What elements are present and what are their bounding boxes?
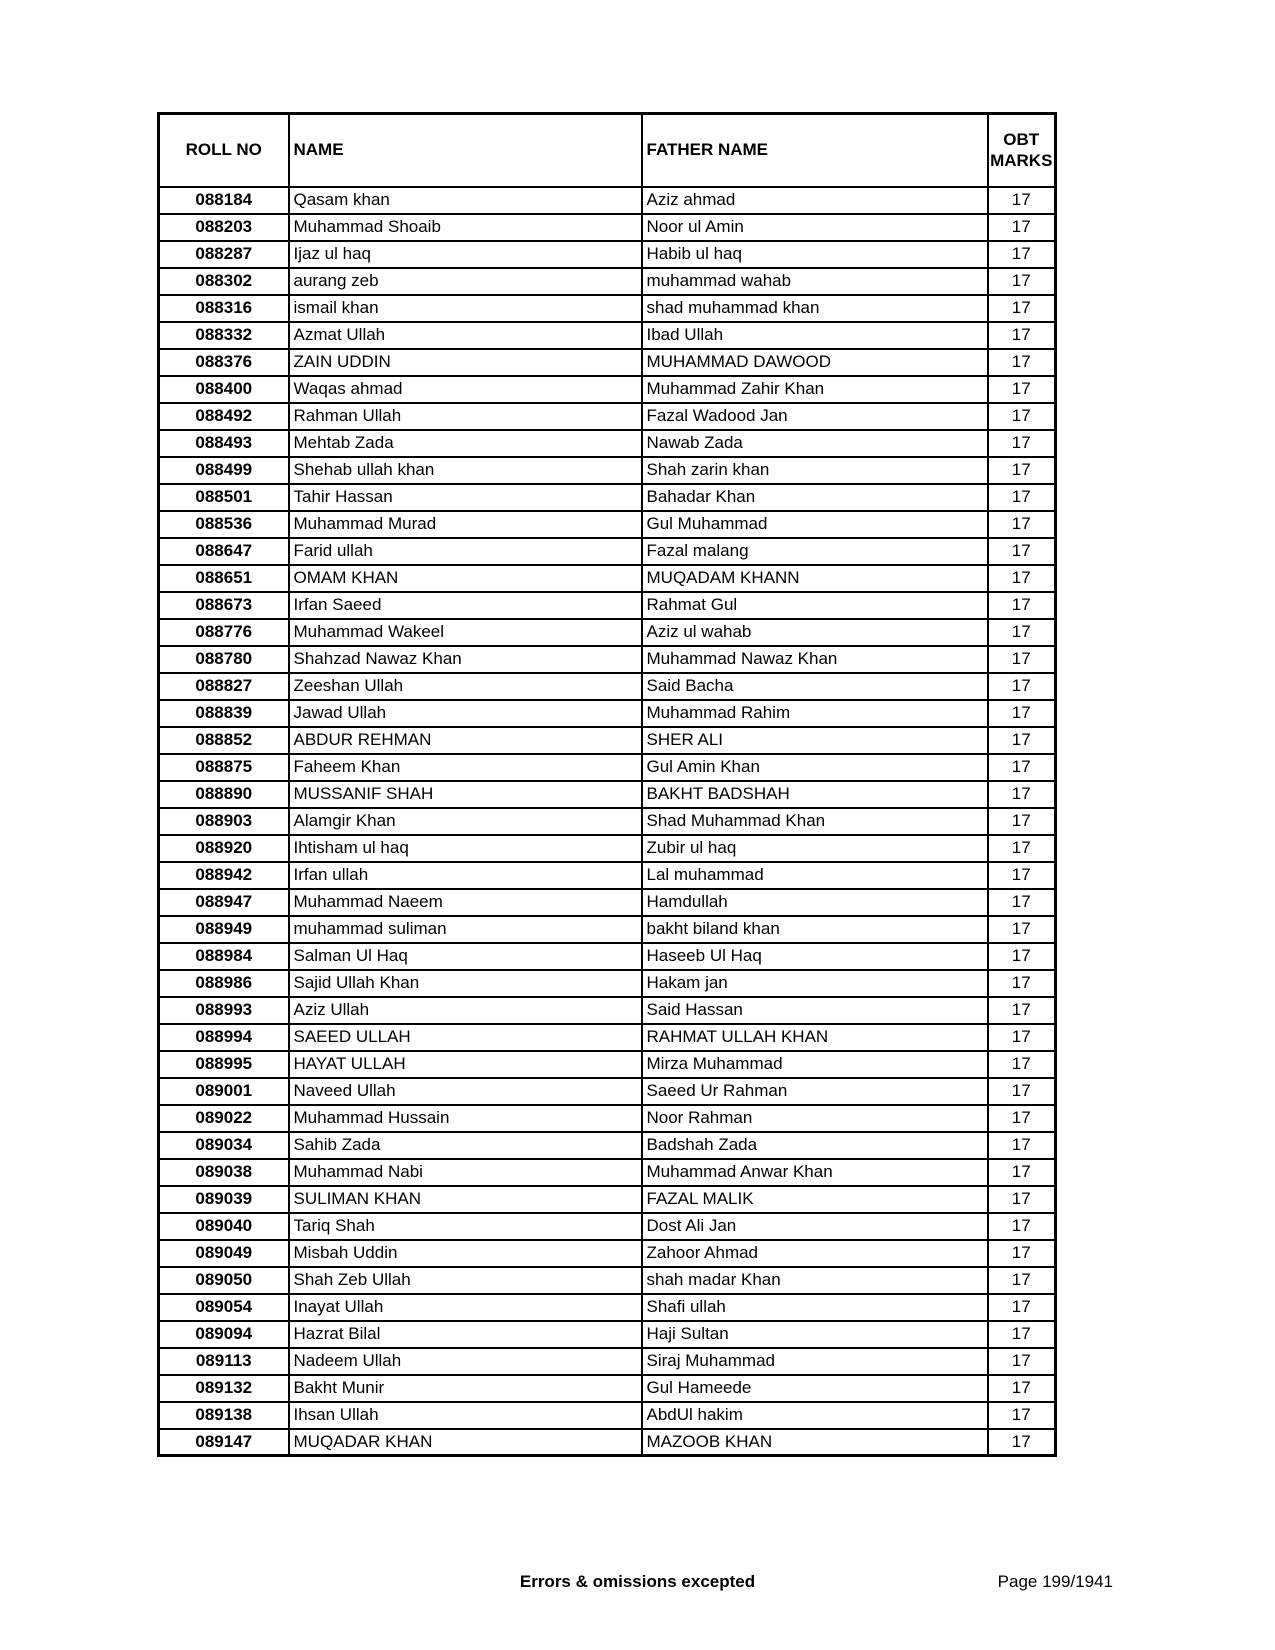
name-cell: Nadeem Ullah xyxy=(289,1348,642,1375)
roll-no-cell: 088780 xyxy=(159,646,289,673)
obt-marks-cell: 17 xyxy=(988,592,1056,619)
obt-marks-cell: 17 xyxy=(988,511,1056,538)
father-name-cell: Said Hassan xyxy=(642,997,988,1024)
roll-no-cell: 088776 xyxy=(159,619,289,646)
table-row xyxy=(159,592,1056,619)
name-cell: ZAIN UDDIN xyxy=(289,349,642,376)
col-header-name: NAME xyxy=(289,114,642,187)
father-name-cell: MAZOOB KHAN xyxy=(642,1429,988,1456)
obt-marks-cell: 17 xyxy=(988,1132,1056,1159)
father-name-cell: Habib ul haq xyxy=(642,241,988,268)
father-name-cell: Badshah Zada xyxy=(642,1132,988,1159)
roll-no-cell: 088839 xyxy=(159,700,289,727)
table-row xyxy=(159,1240,1056,1267)
father-name-cell: shad muhammad khan xyxy=(642,295,988,322)
father-name-cell: Shah zarin khan xyxy=(642,457,988,484)
father-name-cell: Hamdullah xyxy=(642,889,988,916)
name-cell: Mehtab Zada xyxy=(289,430,642,457)
col-header-roll-no: ROLL NO xyxy=(159,114,289,187)
obt-marks-cell: 17 xyxy=(988,1240,1056,1267)
table-row xyxy=(159,1051,1056,1078)
name-cell: Ijaz ul haq xyxy=(289,241,642,268)
father-name-cell: muhammad wahab xyxy=(642,268,988,295)
father-name-cell: Fazal Wadood Jan xyxy=(642,403,988,430)
father-name-cell: Noor Rahman xyxy=(642,1105,988,1132)
obt-marks-cell: 17 xyxy=(988,754,1056,781)
obt-marks-cell: 17 xyxy=(988,457,1056,484)
roll-no-cell: 088499 xyxy=(159,457,289,484)
obt-marks-cell: 17 xyxy=(988,322,1056,349)
table-row xyxy=(159,187,1056,214)
roll-no-cell: 089050 xyxy=(159,1267,289,1294)
father-name-cell: Muhammad Anwar Khan xyxy=(642,1159,988,1186)
page-footer xyxy=(0,1572,1275,1596)
father-name-cell: SHER ALI xyxy=(642,727,988,754)
father-name-cell: Siraj Muhammad xyxy=(642,1348,988,1375)
table-row xyxy=(159,943,1056,970)
obt-marks-cell: 17 xyxy=(988,1186,1056,1213)
father-name-cell: Muhammad Nawaz Khan xyxy=(642,646,988,673)
roll-no-cell: 088903 xyxy=(159,808,289,835)
obt-marks-cell: 17 xyxy=(988,1213,1056,1240)
name-cell: HAYAT ULLAH xyxy=(289,1051,642,1078)
roll-no-cell: 089094 xyxy=(159,1321,289,1348)
table-row xyxy=(159,1132,1056,1159)
obt-marks-cell: 17 xyxy=(988,295,1056,322)
roll-no-cell: 088376 xyxy=(159,349,289,376)
father-name-cell: Shad Muhammad Khan xyxy=(642,808,988,835)
table-row xyxy=(159,349,1056,376)
roll-no-cell: 089049 xyxy=(159,1240,289,1267)
obt-marks-cell: 17 xyxy=(988,943,1056,970)
name-cell: Sahib Zada xyxy=(289,1132,642,1159)
obt-marks-cell: 17 xyxy=(988,187,1056,214)
obt-marks-cell: 17 xyxy=(988,1051,1056,1078)
roll-no-cell: 088536 xyxy=(159,511,289,538)
table-row xyxy=(159,430,1056,457)
roll-no-cell: 089054 xyxy=(159,1294,289,1321)
table-row xyxy=(159,916,1056,943)
obt-marks-cell: 17 xyxy=(988,997,1056,1024)
table-row xyxy=(159,1159,1056,1186)
roll-no-cell: 089113 xyxy=(159,1348,289,1375)
table-row xyxy=(159,1024,1056,1051)
obt-marks-cell: 17 xyxy=(988,403,1056,430)
name-cell: Irfan ullah xyxy=(289,862,642,889)
roll-no-cell: 088400 xyxy=(159,376,289,403)
roll-no-cell: 089147 xyxy=(159,1429,289,1456)
name-cell: Muhammad Wakeel xyxy=(289,619,642,646)
name-cell: Muhammad Naeem xyxy=(289,889,642,916)
father-name-cell: Aziz ul wahab xyxy=(642,619,988,646)
obt-marks-cell: 17 xyxy=(988,1105,1056,1132)
obt-marks-cell: 17 xyxy=(988,970,1056,997)
father-name-cell: MUQADAM KHANN xyxy=(642,565,988,592)
name-cell: Ihtisham ul haq xyxy=(289,835,642,862)
obt-marks-cell: 17 xyxy=(988,781,1056,808)
table-row xyxy=(159,889,1056,916)
roll-no-cell: 088942 xyxy=(159,862,289,889)
obt-marks-cell: 17 xyxy=(988,1402,1056,1429)
father-name-cell: Ibad Ullah xyxy=(642,322,988,349)
obt-marks-cell: 17 xyxy=(988,538,1056,565)
obt-marks-cell: 17 xyxy=(988,376,1056,403)
roll-no-cell: 088184 xyxy=(159,187,289,214)
obt-marks-cell: 17 xyxy=(988,1375,1056,1402)
father-name-cell: Noor ul Amin xyxy=(642,214,988,241)
name-cell: Shah Zeb Ullah xyxy=(289,1267,642,1294)
footer-note: Errors & omissions excepted xyxy=(519,1572,756,1591)
name-cell: Rahman Ullah xyxy=(289,403,642,430)
father-name-cell: Gul Hameede xyxy=(642,1375,988,1402)
table-row xyxy=(159,673,1056,700)
name-cell: Muhammad Nabi xyxy=(289,1159,642,1186)
name-cell: Farid ullah xyxy=(289,538,642,565)
roll-no-cell: 088827 xyxy=(159,673,289,700)
table-row xyxy=(159,1267,1056,1294)
father-name-cell: Fazal malang xyxy=(642,538,988,565)
roll-no-cell: 089022 xyxy=(159,1105,289,1132)
table-row xyxy=(159,1105,1056,1132)
name-cell: SULIMAN KHAN xyxy=(289,1186,642,1213)
name-cell: Faheem Khan xyxy=(289,754,642,781)
table-row xyxy=(159,457,1056,484)
table-row xyxy=(159,997,1056,1024)
name-cell: Misbah Uddin xyxy=(289,1240,642,1267)
obt-marks-cell: 17 xyxy=(988,1159,1056,1186)
name-cell: Muhammad Shoaib xyxy=(289,214,642,241)
name-cell: ABDUR REHMAN xyxy=(289,727,642,754)
roll-no-cell: 088995 xyxy=(159,1051,289,1078)
obt-marks-cell: 17 xyxy=(988,565,1056,592)
obt-marks-cell: 17 xyxy=(988,673,1056,700)
roll-no-cell: 088492 xyxy=(159,403,289,430)
father-name-cell: Muhammad Rahim xyxy=(642,700,988,727)
father-name-cell: Bahadar Khan xyxy=(642,484,988,511)
roll-no-cell: 088651 xyxy=(159,565,289,592)
roll-no-cell: 088493 xyxy=(159,430,289,457)
name-cell: Ihsan Ullah xyxy=(289,1402,642,1429)
obt-marks-cell: 17 xyxy=(988,214,1056,241)
roll-no-cell: 089138 xyxy=(159,1402,289,1429)
name-cell: Waqas ahmad xyxy=(289,376,642,403)
table-row xyxy=(159,619,1056,646)
roll-no-cell: 089040 xyxy=(159,1213,289,1240)
father-name-cell: Haseeb Ul Haq xyxy=(642,943,988,970)
name-cell: OMAM KHAN xyxy=(289,565,642,592)
father-name-cell: Hakam jan xyxy=(642,970,988,997)
name-cell: Jawad Ullah xyxy=(289,700,642,727)
name-cell: Tahir Hassan xyxy=(289,484,642,511)
roll-no-cell: 088302 xyxy=(159,268,289,295)
obt-marks-cell: 17 xyxy=(988,1078,1056,1105)
obt-marks-cell: 17 xyxy=(988,1294,1056,1321)
name-cell: Naveed Ullah xyxy=(289,1078,642,1105)
roll-no-cell: 089038 xyxy=(159,1159,289,1186)
obt-marks-cell: 17 xyxy=(988,835,1056,862)
name-cell: aurang zeb xyxy=(289,268,642,295)
obt-marks-cell: 17 xyxy=(988,1321,1056,1348)
table-row xyxy=(159,268,1056,295)
obt-marks-cell: 17 xyxy=(988,1024,1056,1051)
roll-no-cell: 088993 xyxy=(159,997,289,1024)
results-table-body xyxy=(159,187,1056,1456)
roll-no-cell: 088203 xyxy=(159,214,289,241)
roll-no-cell: 088287 xyxy=(159,241,289,268)
obt-marks-cell: 17 xyxy=(988,619,1056,646)
father-name-cell: Muhammad Zahir Khan xyxy=(642,376,988,403)
name-cell: muhammad suliman xyxy=(289,916,642,943)
name-cell: Inayat Ullah xyxy=(289,1294,642,1321)
name-cell: Shahzad Nawaz Khan xyxy=(289,646,642,673)
roll-no-cell: 088947 xyxy=(159,889,289,916)
table-row xyxy=(159,538,1056,565)
father-name-cell: Shafi ullah xyxy=(642,1294,988,1321)
name-cell: SAEED ULLAH xyxy=(289,1024,642,1051)
table-row xyxy=(159,700,1056,727)
table-row xyxy=(159,970,1056,997)
obt-marks-cell: 17 xyxy=(988,1429,1056,1456)
table-row xyxy=(159,646,1056,673)
name-cell: Muhammad Murad xyxy=(289,511,642,538)
father-name-cell: Rahmat Gul xyxy=(642,592,988,619)
table-header-row xyxy=(159,114,1056,187)
father-name-cell: Haji Sultan xyxy=(642,1321,988,1348)
obt-marks-cell: 17 xyxy=(988,808,1056,835)
table-row xyxy=(159,1294,1056,1321)
obt-marks-cell: 17 xyxy=(988,646,1056,673)
father-name-cell: FAZAL MALIK xyxy=(642,1186,988,1213)
father-name-cell: RAHMAT ULLAH KHAN xyxy=(642,1024,988,1051)
father-name-cell: MUHAMMAD DAWOOD xyxy=(642,349,988,376)
roll-no-cell: 088875 xyxy=(159,754,289,781)
col-header-father-name: FATHER NAME xyxy=(642,114,988,187)
table-row xyxy=(159,1186,1056,1213)
name-cell: Bakht Munir xyxy=(289,1375,642,1402)
roll-no-cell: 088986 xyxy=(159,970,289,997)
father-name-cell: Said Bacha xyxy=(642,673,988,700)
obt-marks-cell: 17 xyxy=(988,349,1056,376)
name-cell: Salman Ul Haq xyxy=(289,943,642,970)
table-row xyxy=(159,1321,1056,1348)
table-row xyxy=(159,727,1056,754)
obt-marks-cell: 17 xyxy=(988,862,1056,889)
page-number: Page 199/1941 xyxy=(997,1572,1113,1591)
table-row xyxy=(159,241,1056,268)
roll-no-cell: 089001 xyxy=(159,1078,289,1105)
name-cell: Hazrat Bilal xyxy=(289,1321,642,1348)
table-row xyxy=(159,484,1056,511)
roll-no-cell: 089132 xyxy=(159,1375,289,1402)
roll-no-cell: 088920 xyxy=(159,835,289,862)
table-row xyxy=(159,565,1056,592)
name-cell: Irfan Saeed xyxy=(289,592,642,619)
table-row xyxy=(159,1402,1056,1429)
father-name-cell: Mirza Muhammad xyxy=(642,1051,988,1078)
table-row xyxy=(159,1213,1056,1240)
father-name-cell: shah madar Khan xyxy=(642,1267,988,1294)
obt-marks-cell: 17 xyxy=(988,241,1056,268)
col-header-obt-marks: OBT MARKS xyxy=(988,114,1056,187)
table-row xyxy=(159,862,1056,889)
name-cell: Qasam khan xyxy=(289,187,642,214)
obt-marks-cell: 17 xyxy=(988,727,1056,754)
father-name-cell: Gul Amin Khan xyxy=(642,754,988,781)
obt-marks-cell: 17 xyxy=(988,700,1056,727)
obt-marks-cell: 17 xyxy=(988,1348,1056,1375)
roll-no-cell: 088949 xyxy=(159,916,289,943)
roll-no-cell: 088890 xyxy=(159,781,289,808)
table-row xyxy=(159,322,1056,349)
name-cell: Aziz Ullah xyxy=(289,997,642,1024)
name-cell: ismail khan xyxy=(289,295,642,322)
table-row xyxy=(159,835,1056,862)
table-row xyxy=(159,808,1056,835)
table-row xyxy=(159,1078,1056,1105)
father-name-cell: BAKHT BADSHAH xyxy=(642,781,988,808)
father-name-cell: Saeed Ur Rahman xyxy=(642,1078,988,1105)
roll-no-cell: 089034 xyxy=(159,1132,289,1159)
name-cell: Azmat Ullah xyxy=(289,322,642,349)
father-name-cell: Gul Muhammad xyxy=(642,511,988,538)
father-name-cell: Aziz ahmad xyxy=(642,187,988,214)
name-cell: Muhammad Hussain xyxy=(289,1105,642,1132)
name-cell: Alamgir Khan xyxy=(289,808,642,835)
table-row xyxy=(159,781,1056,808)
father-name-cell: Lal muhammad xyxy=(642,862,988,889)
name-cell: MUSSANIF SHAH xyxy=(289,781,642,808)
obt-marks-cell: 17 xyxy=(988,268,1056,295)
results-table xyxy=(157,112,1057,1457)
name-cell: MUQADAR KHAN xyxy=(289,1429,642,1456)
father-name-cell: Zahoor Ahmad xyxy=(642,1240,988,1267)
table-row xyxy=(159,1375,1056,1402)
father-name-cell: Dost Ali Jan xyxy=(642,1213,988,1240)
father-name-cell: AbdUl hakim xyxy=(642,1402,988,1429)
roll-no-cell: 089039 xyxy=(159,1186,289,1213)
roll-no-cell: 088852 xyxy=(159,727,289,754)
roll-no-cell: 088994 xyxy=(159,1024,289,1051)
father-name-cell: Zubir ul haq xyxy=(642,835,988,862)
obt-marks-cell: 17 xyxy=(988,889,1056,916)
name-cell: Zeeshan Ullah xyxy=(289,673,642,700)
father-name-cell: bakht biland khan xyxy=(642,916,988,943)
roll-no-cell: 088984 xyxy=(159,943,289,970)
obt-marks-cell: 17 xyxy=(988,484,1056,511)
obt-marks-cell: 17 xyxy=(988,430,1056,457)
table-row xyxy=(159,295,1056,322)
table-row xyxy=(159,376,1056,403)
table-row xyxy=(159,403,1056,430)
table-row xyxy=(159,214,1056,241)
name-cell: Shehab ullah khan xyxy=(289,457,642,484)
name-cell: Tariq Shah xyxy=(289,1213,642,1240)
obt-marks-cell: 17 xyxy=(988,916,1056,943)
roll-no-cell: 088647 xyxy=(159,538,289,565)
table-row xyxy=(159,754,1056,781)
roll-no-cell: 088332 xyxy=(159,322,289,349)
name-cell: Sajid Ullah Khan xyxy=(289,970,642,997)
table-row xyxy=(159,511,1056,538)
father-name-cell: Nawab Zada xyxy=(642,430,988,457)
roll-no-cell: 088316 xyxy=(159,295,289,322)
table-row xyxy=(159,1429,1056,1456)
roll-no-cell: 088501 xyxy=(159,484,289,511)
table-row xyxy=(159,1348,1056,1375)
obt-marks-cell: 17 xyxy=(988,1267,1056,1294)
roll-no-cell: 088673 xyxy=(159,592,289,619)
